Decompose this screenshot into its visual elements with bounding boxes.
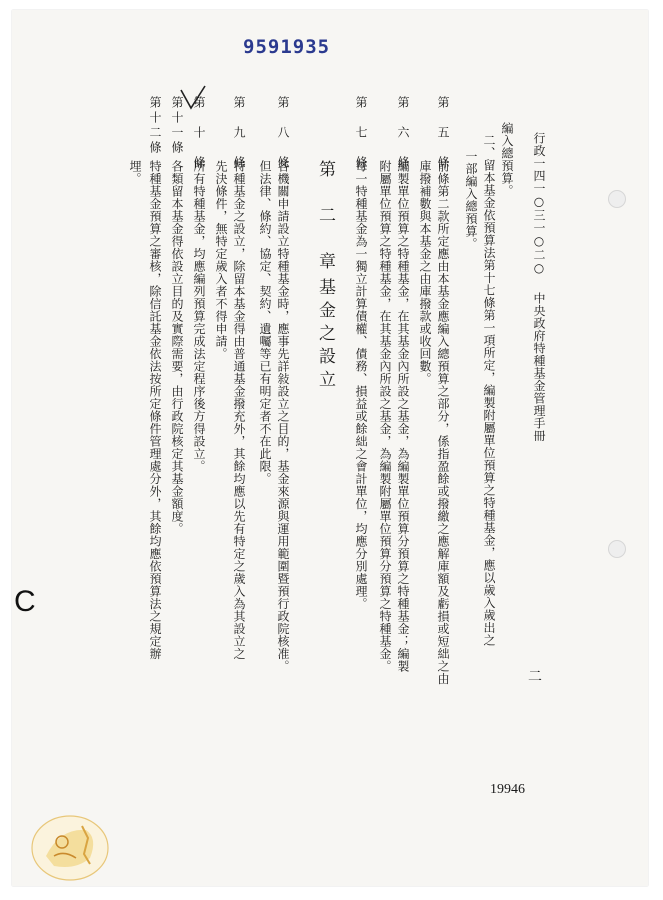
check-mark-icon (178, 84, 208, 114)
article-text: 附屬單位預算之特種基金，在其基金內所設之基金，為編製附屬單位預算分預算之特種基金。 (378, 160, 392, 673)
article-text: 特種基金預算之審核，除信託基金依法按所定條件管理處分外，其餘均應依預算法之規定辦 (148, 160, 162, 660)
document-page (12, 10, 648, 886)
article-number: 第十一條 (170, 96, 184, 156)
article-text: 埋。 (128, 160, 142, 185)
continuation-line: 一部編入總預算。 (464, 150, 478, 250)
article-number: 第 五 條 (436, 96, 450, 171)
article-text: 各機關申請設立特種基金時，應事先詳敍設立之目的，基金來源與運用範圍暨預行政院核准。 (276, 160, 290, 673)
continuation-line: 二、留本基金依預算法第十七條第一項所定，編製附屬單位預算之特種基金，應以歲入歲出之 (482, 134, 496, 647)
article-text: 各類留本基金得依設立目的及實際需要，由行政院核定其基金額度。 (170, 160, 184, 535)
document-number: 19946 (490, 782, 525, 797)
article-number: 第 七 條 (354, 96, 368, 171)
punch-hole (608, 190, 626, 208)
header-manual-title: 中央政府特種基金管理手冊 (532, 292, 546, 442)
article-number: 第 十 條 (192, 96, 206, 171)
article-number: 第十二條 (148, 96, 162, 156)
stamp-number: 9591935 (243, 36, 331, 58)
article-text: 所有特種基金，均應編列預算完成法定程序後方得設立。 (192, 160, 206, 473)
archive-logo-icon (24, 808, 116, 886)
article-text: 特種基金之設立，除留本基金得由普通基金撥充外，其餘均應以先有特定之歲入為其設立之 (232, 160, 246, 660)
article-number: 第 六 條 (396, 96, 410, 171)
article-text: 先決條件，無特定歲入者不得申請。 (214, 160, 228, 360)
article-text: 但法律、條約、協定、契約、遺囑等已有明定者不在此限。 (258, 160, 272, 485)
article-text: 庫撥補數與本基金之由庫撥款或收回數。 (418, 160, 432, 385)
chapter-title: 基金之設立 (315, 278, 335, 393)
article-text: 前條第二款所定應由本基金應編入總預算之部分，係指盈餘或撥繳之應解庫額及虧損或短絀之由 (436, 160, 450, 685)
page-number: 二 (528, 669, 542, 685)
margin-mark: C (14, 585, 36, 618)
header-date: 行政一四一○三一○二○ (532, 132, 546, 276)
punch-hole (608, 540, 626, 558)
article-number: 第 八 條 (276, 96, 290, 171)
chapter-number: 第 二 章 (315, 160, 335, 275)
article-text: 每一特種基金為一獨立計算債權、債務、損益或餘絀之會計單位，均應分別處理。 (354, 160, 368, 610)
article-text: 編製單位預算之特種基金，在其基金內所設之基金，為編製單位預算分預算之特種基金；編製 (396, 160, 410, 673)
continuation-line: 編入總預算。 (500, 122, 514, 197)
article-number: 第 九 條 (232, 96, 246, 171)
